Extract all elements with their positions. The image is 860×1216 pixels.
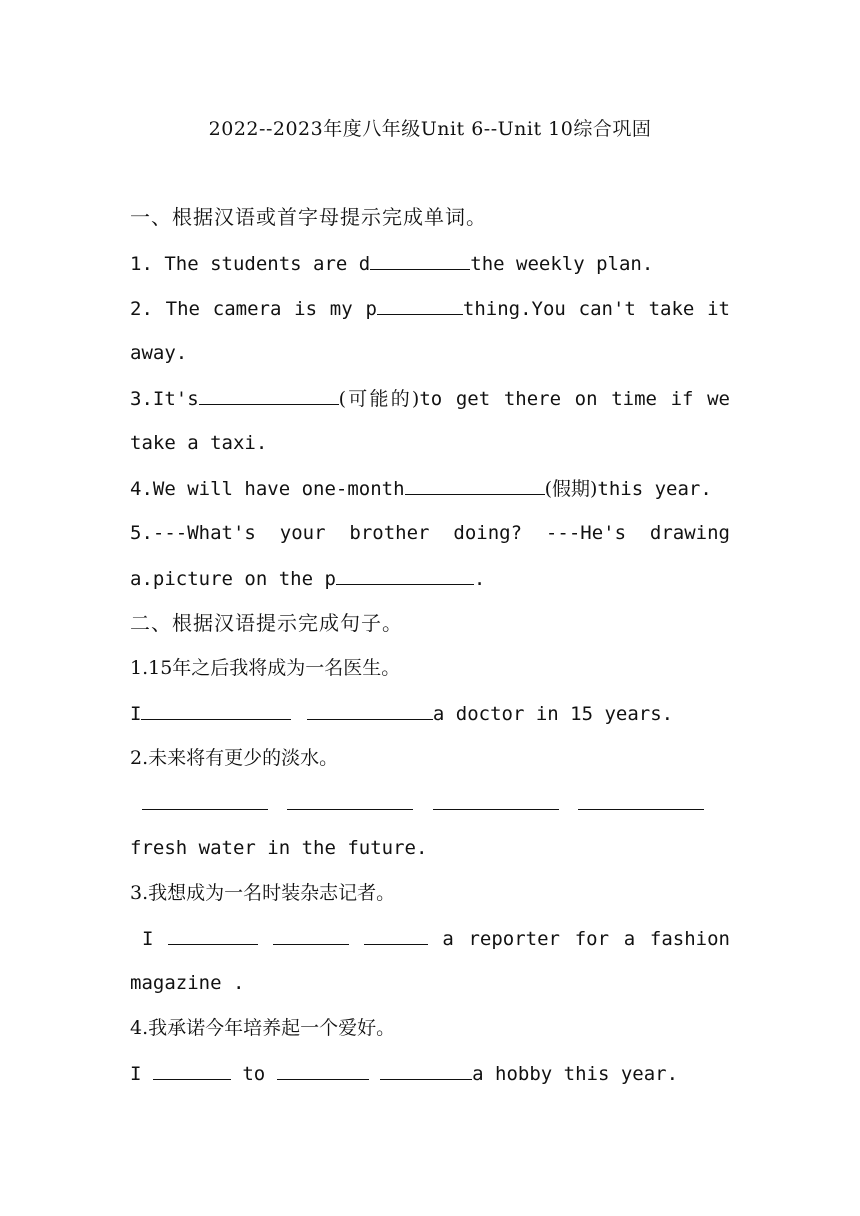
q-text: It's: [152, 388, 199, 410]
s1-question-5: [130, 519, 730, 547]
q-text: the weekly plan.: [470, 253, 654, 275]
q-text: I: [142, 928, 154, 950]
cn-hint: (可能的): [338, 388, 420, 410]
answer-blank[interactable]: [142, 789, 268, 810]
s2-question-3-cont: magazine .: [130, 972, 245, 994]
s2-question-1-cn: 1.15年之后我将成为一名医生。: [130, 657, 401, 679]
q-text: .: [473, 568, 486, 590]
answer-blank[interactable]: [433, 789, 559, 810]
q-text: The camera is my p: [165, 298, 377, 320]
page-title: 2022--2023年度八年级Unit 6--Unit 10综合巩固: [208, 118, 652, 140]
q-text: to: [242, 1063, 266, 1085]
answer-blank[interactable]: [199, 384, 339, 405]
q-text: a doctor in 15 years.: [432, 703, 674, 725]
answer-blank[interactable]: [287, 789, 413, 810]
answer-blank[interactable]: [578, 789, 704, 810]
q-text: I: [130, 703, 142, 725]
s1-question-5-cont: [130, 564, 730, 593]
s2-question-4: [130, 1059, 730, 1088]
answer-blank[interactable]: [377, 294, 463, 315]
answer-blank[interactable]: [141, 699, 291, 720]
q-text: to get there on time if we: [419, 388, 730, 410]
s2-question-3: [130, 924, 730, 953]
section2-heading: 二、根据汉语提示完成句子。: [130, 611, 403, 635]
s1-question-2-cont: away.: [130, 342, 188, 364]
q-number: 4.: [130, 478, 153, 500]
answer-blank[interactable]: [380, 1059, 472, 1080]
s1-question-3-cont: take a taxi.: [130, 432, 268, 454]
s1-question-4: [130, 474, 730, 503]
answer-blank[interactable]: [336, 564, 474, 585]
s2-question-1: [130, 699, 730, 728]
q-number: 5.: [130, 522, 153, 544]
q-number: 2.: [130, 298, 153, 320]
s2-question-2-cn: 2.未来将有更少的淡水。: [130, 747, 339, 769]
q-text: this year.: [597, 478, 712, 500]
q-text: I: [130, 1063, 142, 1085]
q-number: 3.: [130, 388, 153, 410]
s2-question-2-blanks: [130, 789, 730, 818]
s2-question-4-cn: 4.我承诺今年培养起一个爱好。: [130, 1017, 396, 1039]
s2-question-3-cn: 3.我想成为一名时装杂志记者。: [130, 882, 396, 904]
q-number: 1.: [130, 253, 153, 275]
s1-question-2: [130, 294, 730, 323]
answer-blank[interactable]: [273, 924, 349, 945]
q-text: The students are d: [164, 253, 371, 275]
answer-blank[interactable]: [307, 699, 433, 720]
q-text: a.picture on the p: [130, 568, 336, 590]
section1-heading: 一、根据汉语或首字母提示完成单词。: [130, 205, 487, 229]
cn-hint: (假期): [544, 478, 598, 500]
answer-blank[interactable]: [168, 924, 258, 945]
q-text: a hobby this year.: [472, 1063, 679, 1085]
q-text: ---What's your brother doing? ---He's drawing: [152, 522, 730, 544]
answer-blank[interactable]: [277, 1059, 369, 1080]
s1-question-3: [130, 384, 730, 413]
answer-blank[interactable]: [364, 924, 428, 945]
q-text: thing.You can't take it: [462, 298, 730, 320]
s1-question-1: [130, 249, 730, 278]
answer-blank[interactable]: [370, 249, 470, 270]
s2-question-2: fresh water in the future.: [130, 837, 428, 859]
answer-blank[interactable]: [153, 1059, 231, 1080]
q-text: We will have one-month: [152, 478, 405, 500]
q-text: a reporter for a fashion: [442, 928, 730, 950]
answer-blank[interactable]: [405, 474, 545, 495]
